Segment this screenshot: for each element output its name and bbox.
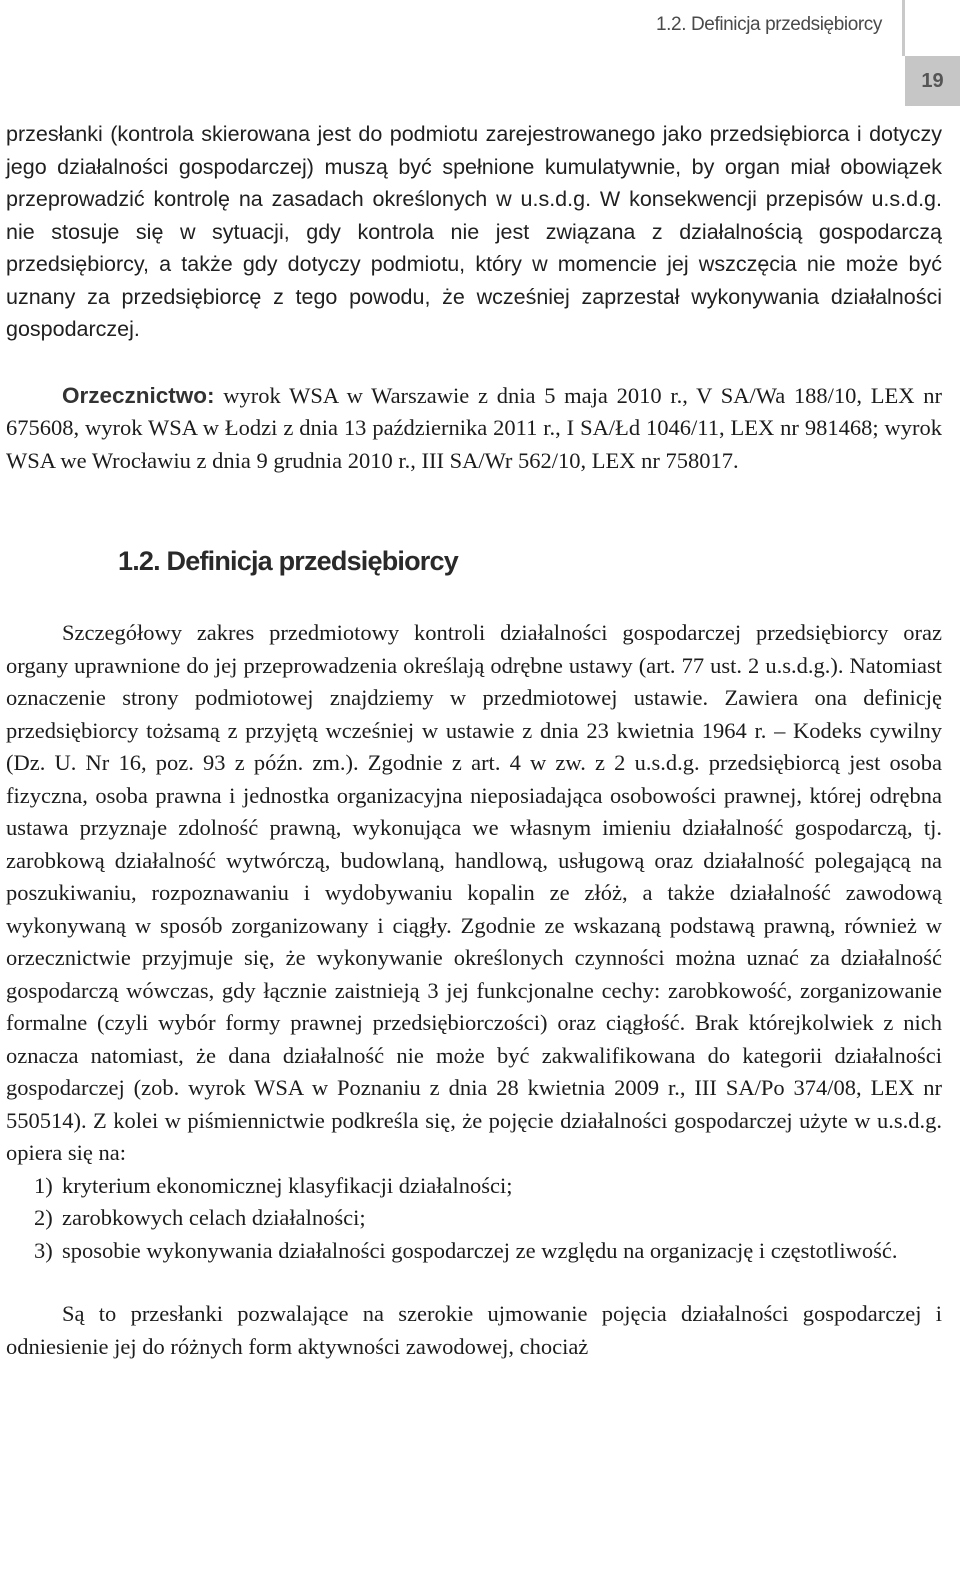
page-number: 19: [905, 56, 960, 106]
jurisprudence-text: wyrok WSA w Warszawie z dnia 5 maja 2010 r., V SA/Wa 188/10, LEX nr 675608, wyrok WSA w Łodzi z dnia 13 października 2011 r., I SA/Łd 1046/11, LEX nr 981468; wyrok WSA we Wrocławiu z dnia 9 grudnia 2010 r., III SA/Wr 562/10, LEX nr 758017.: [6, 382, 942, 473]
running-header: 1.2. Definicja przedsiębiorcy: [655, 14, 882, 35]
intro-paragraph: przesłanki (kontrola skierowana jest do podmiotu zarejestrowanego jako przedsiębiorca i dotyczy jego działalności gospodarczej) muszą być spełnione kumulatywnie, by organ miał obowiązek przeprowadzić kontrolę na zasadach określonych w u.s.d.g. W konsekwencji przepisów u.s.d.g. nie stosuje się w sytuacji, gdy kontrola nie jest związana z działalnością gospodarczą przedsiębiorcy, a także gdy dotyczy podmiotu, który w momencie jej wszczęcia nie może być uznany za przedsiębiorcę z tego powodu, że wcześniej zaprzestał wykonywania działalności gospodarczej.: [6, 122, 942, 341]
list-item-number: 1): [34, 1172, 53, 1198]
list-item-text: zarobkowych celach działalności;: [62, 1205, 366, 1230]
page-body: [6, 118, 942, 1363]
header-divider: [902, 0, 905, 56]
list-item: [36, 1235, 942, 1268]
list-item: [36, 1170, 942, 1203]
jurisprudence-label: Orzecznictwo:: [62, 382, 215, 408]
section-heading: 1.2. Definicja przedsiębiorcy: [118, 546, 458, 576]
list-item: [36, 1202, 942, 1235]
list-item-text: kryterium ekonomicznej klasyfikacji działalności;: [62, 1172, 513, 1198]
criteria-list: [6, 1170, 942, 1268]
list-item-number: 2): [34, 1205, 53, 1230]
definition-paragraph: Szczegółowy zakres przedmiotowy kontroli działalności gospodarczej przedsiębiorcy oraz organy uprawnione do jej przeprowadzenia określają odrębne ustawy (art. 77 ust. 2 u.s.d.g.). Natomiast oznaczenie strony podmiotowej znajdziemy w przedmiotowej ustawie. Zawiera ona definicję przedsiębiorcy tożsamą z przyjętą wcześniej w ustawie z dnia 23 kwietnia 1964 r. – Kodeks cywilny (Dz. U. Nr 16, poz. 93 z późn. zm.). Zgodnie z art. 4 w zw. z 2 u.s.d.g. przedsiębiorcą jest osoba fizyczna, osoba prawna i jednostka organizacyjna nieposiadająca osobowości prawnej, której odrębna ustawa przyznaje zdolność prawną, wykonująca we własnym imieniu działalność gospodarczą, tj. zarobkową działalność wytwórczą, budowlaną, handlową, usługową oraz działalność polegającą na poszukiwaniu, rozpoznawaniu i wydobywaniu kopalin ze złóż, a także działalność zawodową wykonywaną w sposób zorganizowany i ciągły. Zgodnie ze wskazaną podstawą prawną, również w orzecznictwie przyjmuje się, że wykonywanie określonych czynności można uznać za działalność gospodarczą wówczas, gdy łącznie zaistnieją 3 jej funkcjonalne cechy: zarobkowość, zorganizowanie formalne (czyli wybór formy prawnej przedsiębiorczości) oraz ciągłość. Brak którejkolwiek z nich oznacza natomiast, że dana działalność nie może być zakwalifikowana do kategorii działalności gospodarczej (zob. wyrok WSA w Poznaniu z dnia 28 kwietnia 2009 r., III SA/Po 374/08, LEX nr 550514). Z kolei w piśmiennictwie podkreśla się, że pojęcie działalności gospodarczej użyte w u.s.d.g. opiera się na:: [6, 620, 942, 1165]
closing-paragraph: Są to przesłanki pozwalające na szerokie ujmowanie pojęcia działalności gospodarczej i odniesienie jej do różnych form aktywności zawodowej, chociaż: [6, 1301, 942, 1359]
jurisprudence-paragraph: [6, 380, 942, 478]
list-item-text: sposobie wykonywania działalności gospodarczej ze względu na organizację i częstotliwość.: [62, 1237, 898, 1263]
list-item-number: 3): [34, 1237, 53, 1263]
